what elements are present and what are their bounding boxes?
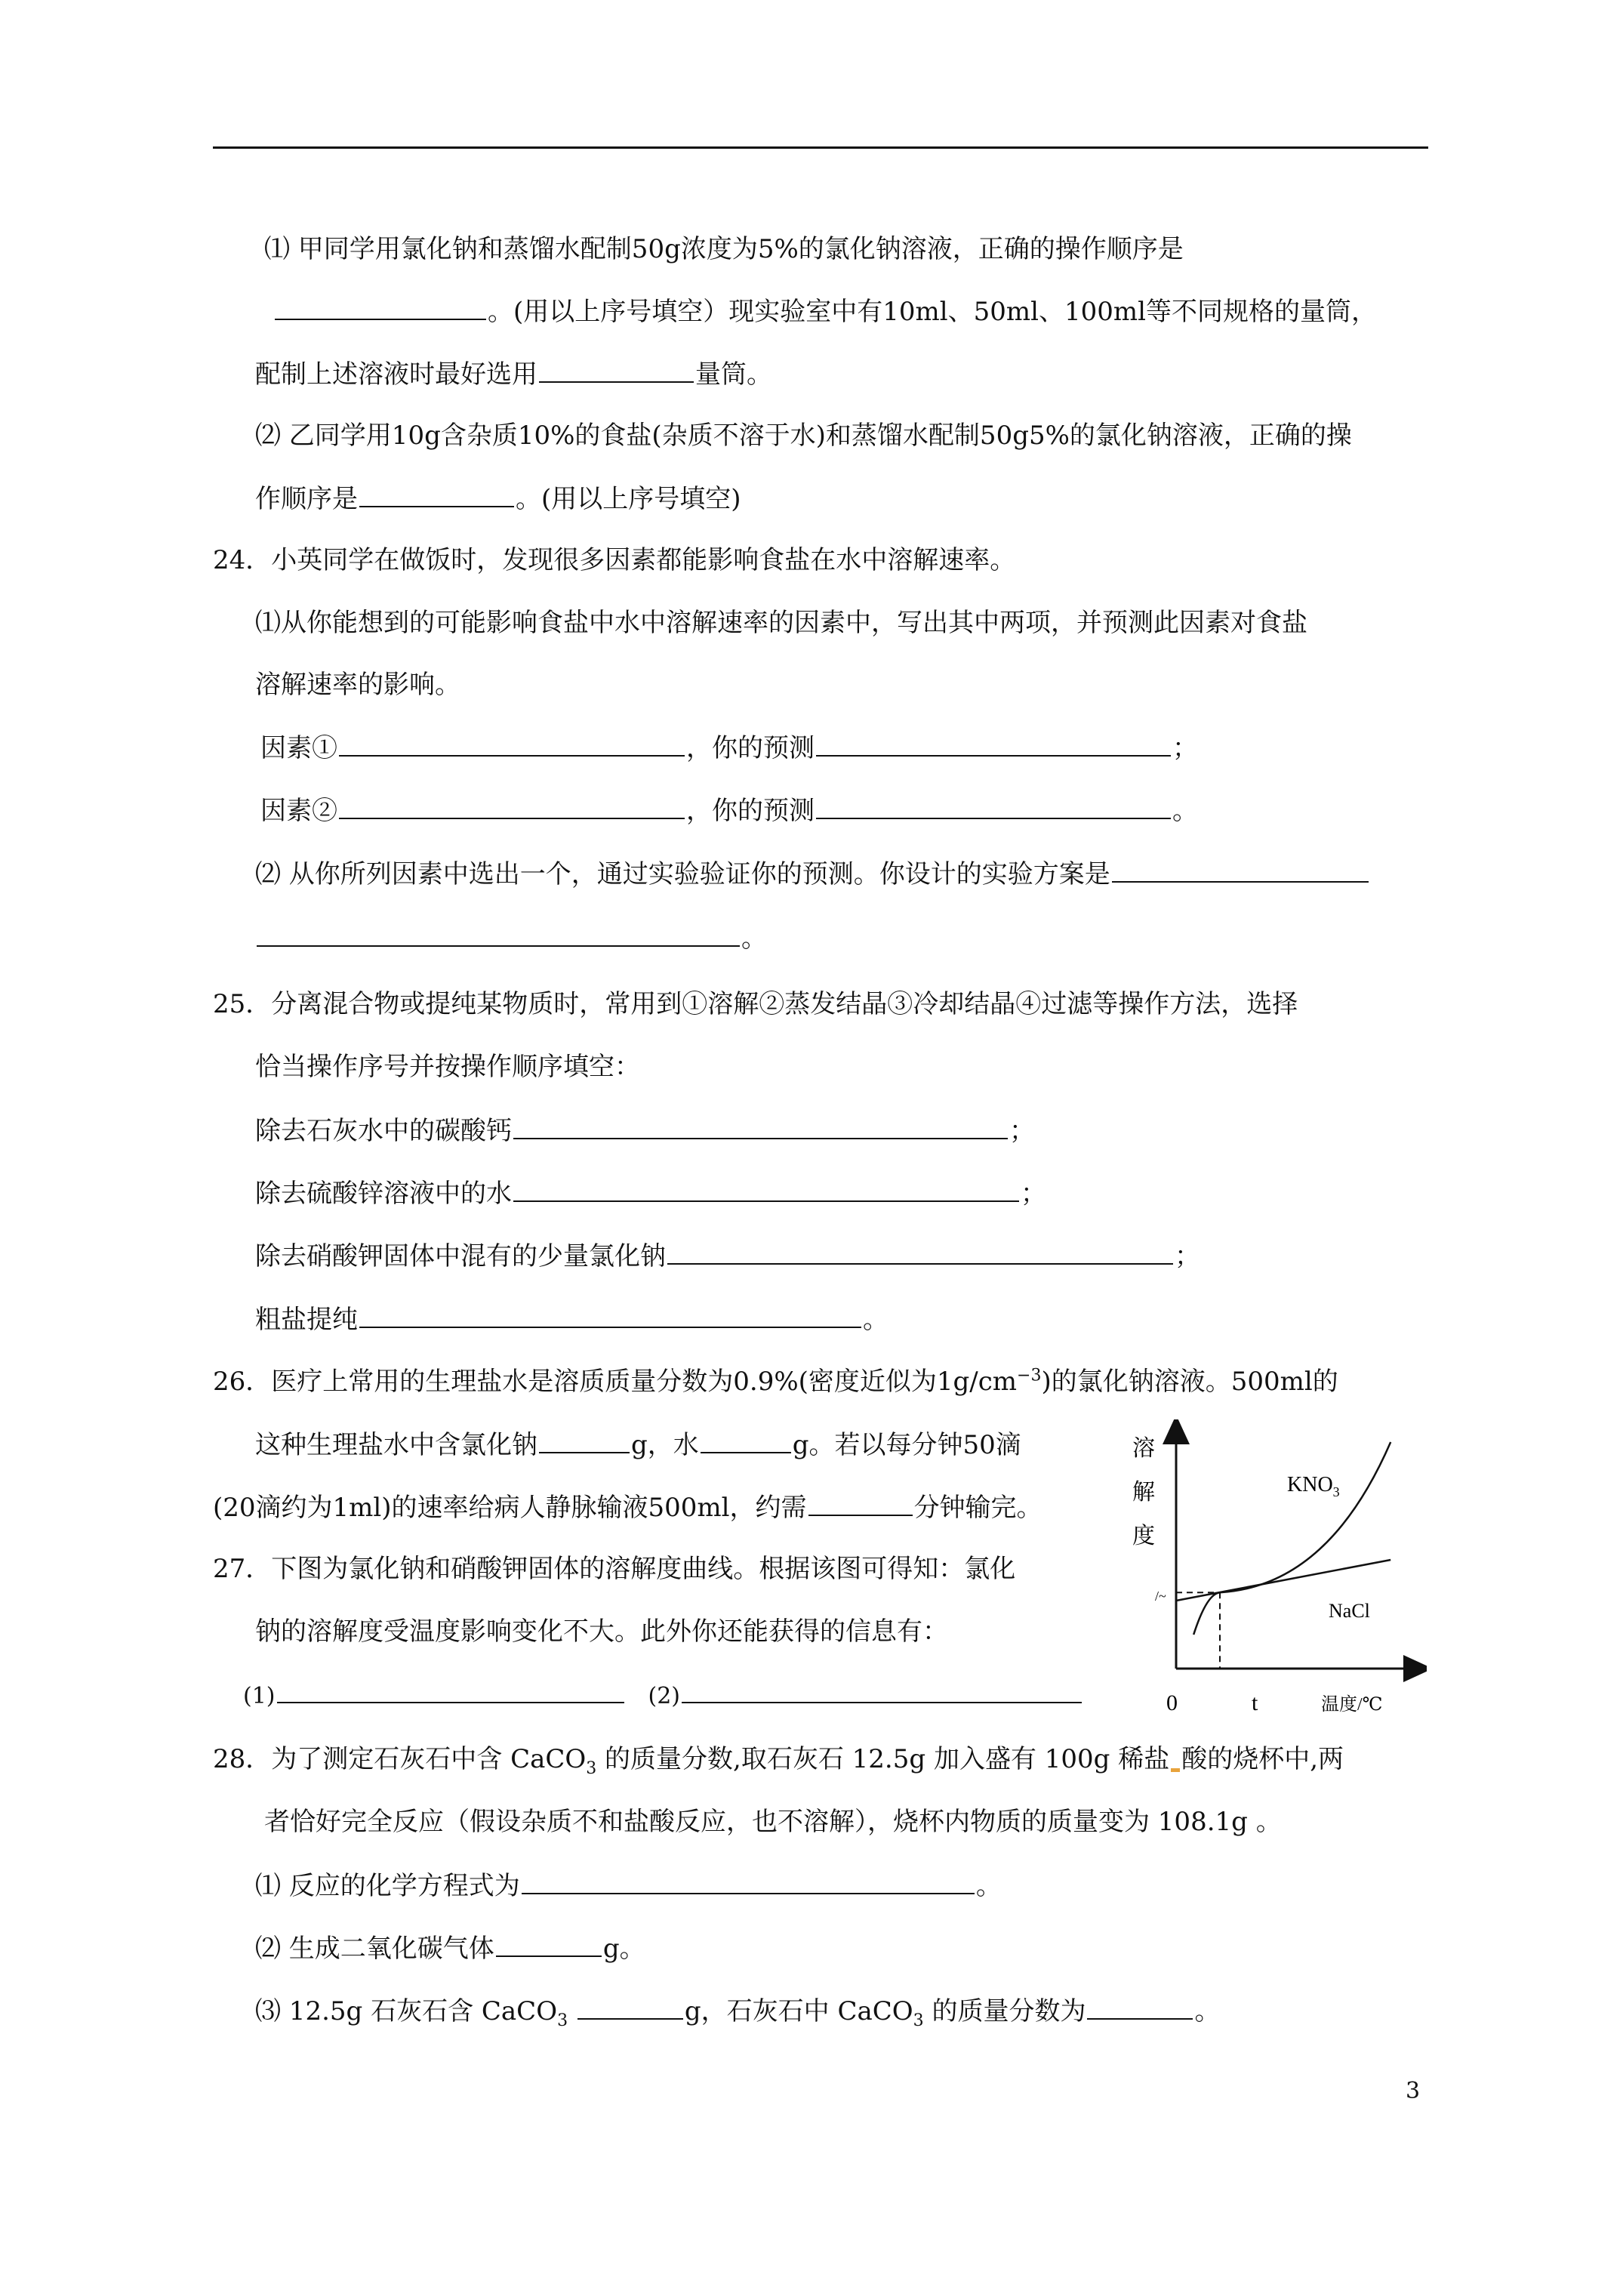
solubility-curve-chart (1132, 1419, 1427, 1721)
q24-part1-line1: ⑴从你能想到的可能影响食盐中水中溶解速率的因素中，写出其中两项，并预测此因素对食盐 (255, 608, 1307, 638)
answer-blank[interactable] (667, 1240, 1173, 1265)
q24-stem: 24．小英同学在做饭时，发现很多因素都能影响食盐在水中溶解速率。 (213, 545, 1016, 575)
q27-line1: 27．下图为氯化钠和硝酸钾固体的溶解度曲线。根据该图可得知：氯化 (213, 1554, 1016, 1584)
q25-item2: 除去硫酸锌溶液中的水 ； (255, 1179, 1046, 1209)
nacl-series-label: NaCl (1329, 1600, 1370, 1622)
q25-stem-line2: 恰当操作序号并按操作顺序填空： (255, 1052, 640, 1082)
q26-line3: (20滴约为1ml)的速率给病人静脉输液500ml，约需 分钟输完。 (213, 1493, 1042, 1523)
q27-line3: (1) (2) (243, 1679, 1083, 1712)
q25-item4: 粗盐提纯 。 (255, 1305, 888, 1335)
q24-part2-line2: 。 (255, 923, 767, 954)
answer-blank[interactable] (257, 923, 740, 947)
answer-blank[interactable] (359, 1304, 861, 1328)
answer-blank[interactable] (816, 732, 1171, 757)
y-axis-label-char: 溶 (1132, 1436, 1155, 1461)
answer-blank[interactable] (513, 1115, 1008, 1139)
answer-blank[interactable] (513, 1178, 1019, 1202)
answer-blank[interactable] (339, 795, 685, 819)
q23-part1-line3: 配制上述溶液时最好选用 量筒。 (255, 359, 772, 390)
q24-part1-line2: 溶解速率的影响。 (255, 670, 460, 700)
answer-blank[interactable] (275, 296, 486, 320)
q28-line1: 28．为了测定石灰石中含 CaCO$_3$ 的质量分数,取石灰石 12.5g 加入盛有 100g 稀盐 酸的烧杯中,两 (213, 1744, 1344, 1778)
q27-line2: 钠的溶解度受温度影响变化不大。此外你还能获得的信息有： (255, 1616, 948, 1647)
q25-stem-line1: 25．分离混合物或提纯某物质时，常用到①溶解②蒸发结晶③冷却结晶④过滤等操作方法，选择 (213, 989, 1298, 1019)
answer-blank[interactable] (808, 1492, 913, 1516)
answer-blank[interactable] (816, 795, 1171, 819)
answer-blank[interactable] (339, 732, 685, 757)
q25-item1: 除去石灰水中的碳酸钙 ； (255, 1116, 1035, 1146)
q23-part1-line1: ⑴ 甲同学用氯化钠和蒸馏水配制50g浓度为5%的氯化钠溶液，正确的操作顺序是 (264, 234, 1184, 264)
q24-factor2: 因素② ，你的预测 。 (260, 796, 1198, 826)
answer-blank[interactable] (277, 1679, 624, 1703)
q24-factor1: 因素① ，你的预测 ； (260, 733, 1198, 763)
q23-part1-line2: 。(用以上序号填空）现实验室中有10ml、50ml、100ml等不同规格的量筒， (273, 296, 1377, 327)
answer-blank[interactable] (539, 359, 694, 383)
answer-blank[interactable] (539, 1429, 630, 1453)
y-axis-label (1132, 1436, 1155, 1549)
q23-part2-line2: 作顺序是 。(用以上序号填空) (255, 484, 741, 514)
answer-blank[interactable] (1112, 858, 1369, 883)
q23-part2-line1: ⑵ 乙同学用10g含杂质10%的食盐(杂质不溶于水)和蒸馏水配制50g5%的氯化钠溶液，正确的操 (255, 421, 1352, 451)
q24-part2-line1: ⑵ 从你所列因素中选出一个，通过实验验证你的预测。你设计的实验方案是 (255, 858, 1370, 889)
kno3-series-label: $KNO_3$ (1287, 1473, 1340, 1499)
header-rule (213, 146, 1428, 149)
q28-part3: ⑶ 12.5g 石灰石含 CaCO$_3$ g，石灰石中 CaCO$_3$ 的质量分数为 。 (255, 1996, 1221, 2030)
y-axis-unit: /~ (1155, 1589, 1166, 1604)
page-number: 3 (1406, 2078, 1421, 2104)
nacl-curve (1176, 1560, 1390, 1601)
answer-blank[interactable] (577, 1996, 683, 2020)
x-tick-label-origin: 0 (1166, 1690, 1178, 1715)
q25-item3: 除去硝酸钾固体中混有的少量氯化钠 ； (255, 1241, 1200, 1271)
answer-blank[interactable] (496, 1933, 602, 1957)
x-axis-label: 温度/℃ (1321, 1695, 1383, 1715)
q28-line2: 者恰好完全反应（假设杂质不和盐酸反应，也不溶解），烧杯内物质的质量变为 108.1g 。 (264, 1807, 1282, 1837)
answer-blank[interactable] (701, 1429, 791, 1453)
answer-blank[interactable] (522, 1870, 975, 1894)
y-axis-label-char: 度 (1132, 1524, 1155, 1549)
q28-part1: ⑴ 反应的化学方程式为 。 (255, 1871, 1002, 1901)
y-axis-label-char: 解 (1132, 1480, 1155, 1505)
answer-blank[interactable] (1087, 1996, 1193, 2020)
x-tick-label-t: t (1252, 1690, 1258, 1715)
q26-line2: 这种生理盐水中含氯化钠 g，水 g。若以每分钟50滴 (255, 1430, 1021, 1460)
answer-blank[interactable] (359, 483, 514, 507)
q26-line1: 26．医疗上常用的生理盐水是溶质质量分数为0.9%(密度近似为$1g/cm^{-3}$)的氯化钠溶液。500ml的 (213, 1366, 1338, 1397)
q28-part2: ⑵ 生成二氧化碳气体 g。 (255, 1934, 645, 1964)
answer-blank[interactable] (682, 1679, 1082, 1703)
